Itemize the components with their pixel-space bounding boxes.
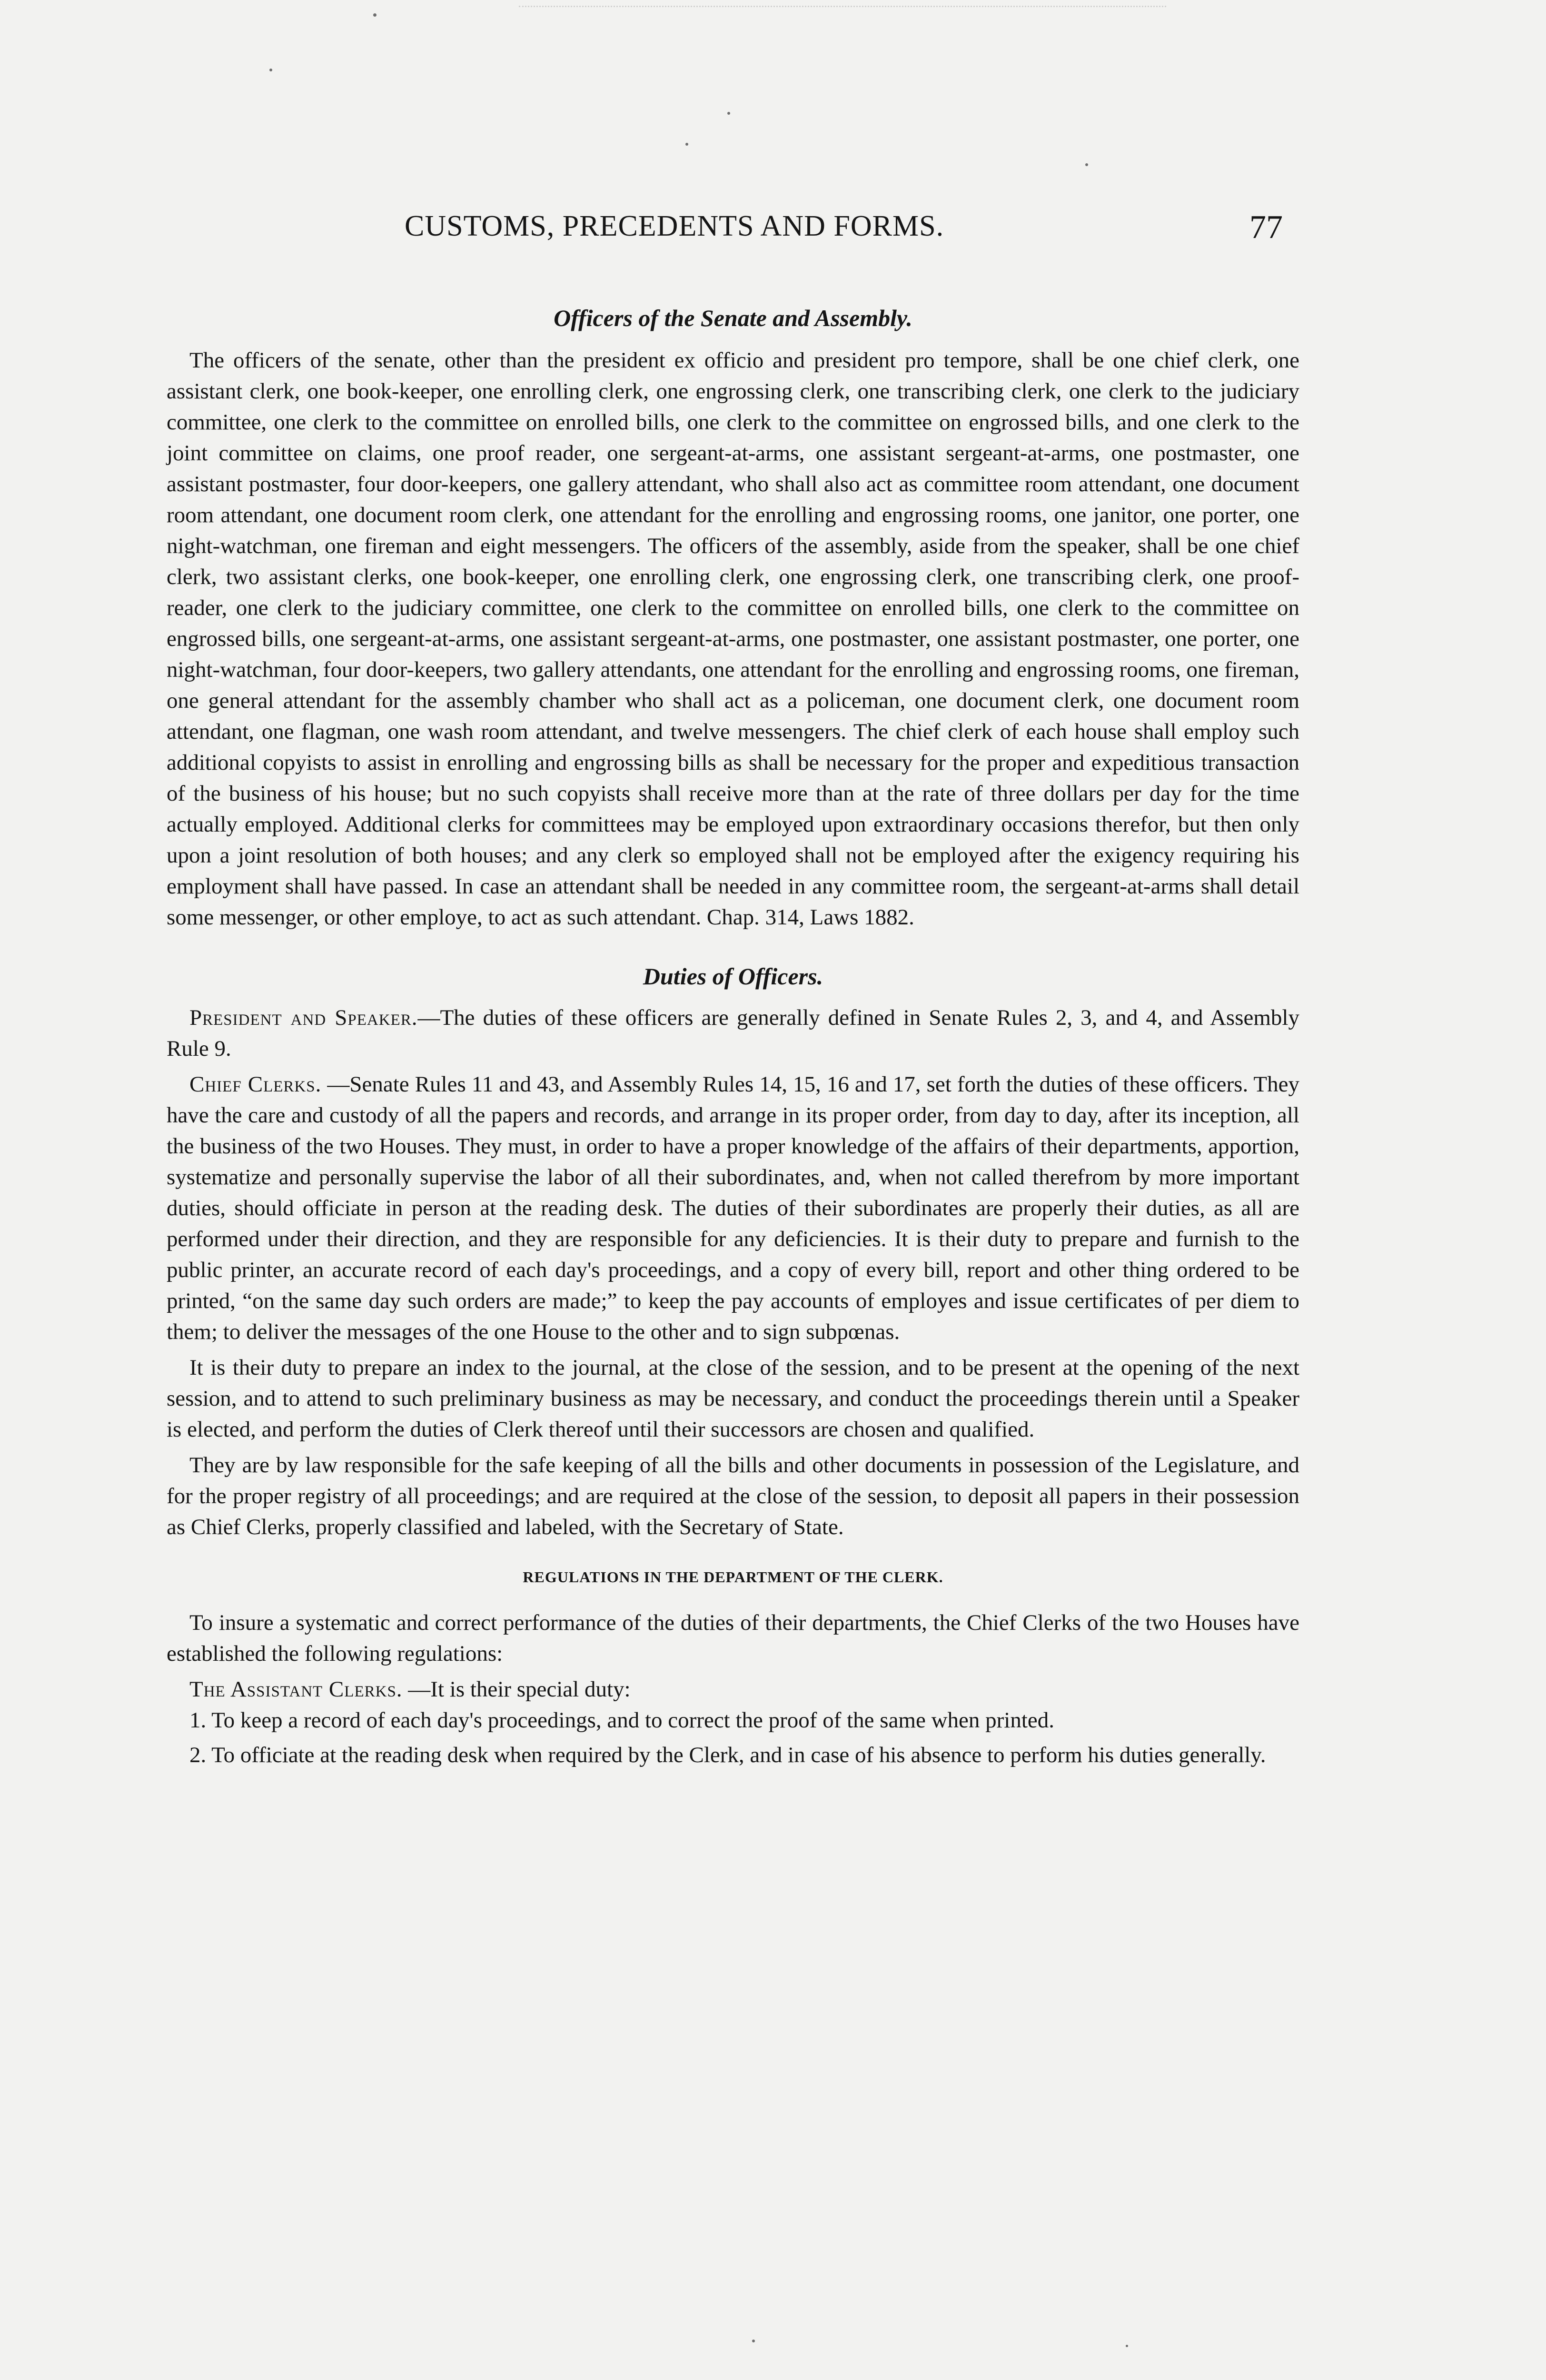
chief-clerks-text: —Senate Rules 11 and 43, and Assembly Rules 14, 15, 16 and 17, set forth the duties of these officers. They have the care and custody of all the papers and records, and arrange in its proper order, from day to day, after its inception, all the business of the two Houses. They must, in order to have a proper knowledge of the affairs of their departments, apportion, systematize and personally supervise the labor of all their subordinates, and, when not called therefrom by more important duties, should officiate in person at the reading desk. The duties of their subordinates are properly their duties, as all are performed under their direction, and they are responsible for any deficiencies. It is their duty to prepare and furnish to the public printer, an accurate record of each day's proceedings, and a copy of every bill, report and other thing ordered to be printed, “on the same day such orders are made;” to keep the pay accounts of employes and issue certificates of per diem to them; to deliver the messages of the one House to the other and to sign subpœnas.: [167, 1072, 1299, 1344]
journal-index-paragraph: It is their duty to prepare an index to the journal, at the close of the session, and to be present at the opening of the next session, and to attend to such preliminary business as may be necessary, and conduct the proceedings therein until a Speaker is elected, and perform the duties of Clerk thereof until their successors are chosen and qualified.: [167, 1355, 1299, 1442]
assistant-duty-1: 1. To keep a record of each day's proceedings, and to correct the proof of the same when printed.: [189, 1708, 1055, 1733]
officers-section-title: Officers of the Senate and Assembly.: [554, 305, 912, 331]
assistant-clerks-text: —It is their special duty:: [402, 1677, 631, 1702]
scan-speck: [727, 112, 730, 115]
page-header: [167, 209, 1309, 252]
page-number: 77: [1249, 209, 1283, 246]
president-speaker-label: President and Speaker.: [189, 1005, 418, 1030]
regulations-heading: REGULATIONS IN THE DEPARTMENT OF THE CLERK.: [523, 1568, 943, 1586]
running-head: CUSTOMS, PRECEDENTS AND FORMS.: [405, 210, 944, 242]
legal-responsibility-paragraph: They are by law responsible for the safe keeping of all the bills and other documents in possession of the Legislature, and for the proper registry of all proceedings; and are required at the close of the session, to deposit all papers in their possession as Chief Clerks, properly classified and labeled, with the Secretary of State.: [167, 1453, 1299, 1539]
page-content: [167, 302, 1299, 1771]
scan-speck: [685, 143, 688, 146]
assistant-clerks-label: The Assistant Clerks.: [189, 1677, 403, 1702]
scan-speck: [269, 69, 272, 71]
duties-section-title: Duties of Officers.: [643, 963, 823, 990]
scan-speck: [1085, 163, 1088, 166]
scan-edge-mark: [519, 0, 1166, 7]
president-speaker-text: —The duties of these officers are generally defined in Senate Rules 2, 3, and 4, and Assembly Rule 9.: [167, 1005, 1299, 1061]
chief-clerks-paragraph: [167, 1069, 1299, 1348]
scan-speck: [373, 13, 377, 17]
assistant-clerks-paragraph: [167, 1674, 1299, 1705]
president-speaker-paragraph: [167, 1002, 1299, 1064]
chief-clerks-label: Chief Clerks.: [189, 1072, 322, 1097]
assistant-duty-2: 2. To officiate at the reading desk when required by the Clerk, and in case of his absence to perform his duties generally.: [189, 1743, 1266, 1767]
officers-paragraph: The officers of the senate, other than the president ex officio and president pro tempore, shall be one chief clerk, one assistant clerk, one book-keeper, one enrolling clerk, one engrossing clerk, one transcribing clerk, one clerk to the judiciary committee, one clerk to the committee on enrolled bills, one clerk to the committee on engrossed bills, and one clerk to the joint committee on claims, one proof reader, one sergeant-at-arms, one assistant sergeant-at-arms, one postmaster, one assistant postmaster, four door-keepers, one gallery attendant, who shall also act as committee room attendant, one document room attendant, one document room clerk, one attendant for the enrolling and engrossing rooms, one janitor, one porter, one night-watchman, one fireman and eight messengers. The officers of the assembly, aside from the speaker, shall be one chief clerk, two assistant clerks, one book-keeper, one enrolling clerk, one engrossing clerk, one transcribing clerk, one proof-reader, one clerk to the judiciary committee, one clerk to the committee on enrolled bills, one clerk to the committee on engrossed bills, one sergeant-at-arms, one assistant sergeant-at-arms, one postmaster, one assistant postmaster, one porter, one night-watchman, four door-keepers, two gallery attendants, one attendant for the enrolling and engrossing rooms, one fireman, one general attendant for the assembly chamber who shall act as a policeman, one document clerk, one document room attendant, one flagman, one wash room attendant, and twelve messengers. The chief clerk of each house shall employ such additional copyists to assist in enrolling and engrossing bills as shall be necessary for the proper and expeditious transaction of the business of his house; but no such copyists shall receive more than at the rate of three dollars per day for the time actually employed. Additional clerks for committees may be employed upon extraordinary occasions therefor, but then only upon a joint resolution of both houses; and any clerk so employed shall not be employed after the exigency requiring his employment shall have passed. In case an attendant shall be needed in any committee room, the sergeant-at-arms shall detail some messenger, or other employe, to act as such attendant. Chap. 314, Laws 1882.: [167, 348, 1299, 930]
regulations-intro: To insure a systematic and correct performance of the duties of their departments, the Chief Clerks of the two Houses have established the following regulations:: [167, 1610, 1299, 1666]
scan-speck: [1126, 2345, 1128, 2347]
scan-speck: [752, 2340, 755, 2342]
